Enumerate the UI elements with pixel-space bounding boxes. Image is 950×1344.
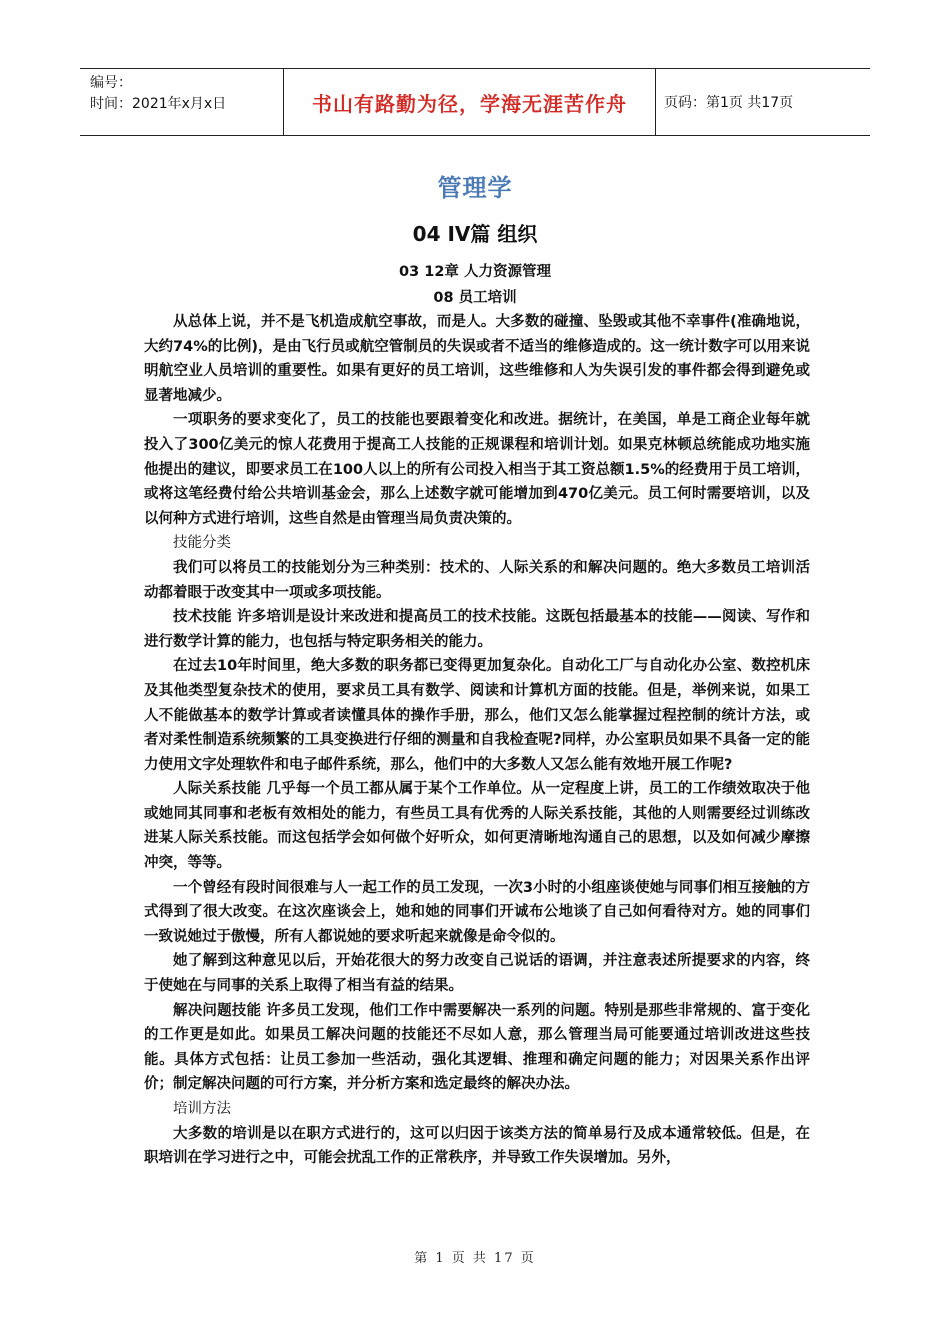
document-title: 管理学 <box>437 174 513 202</box>
paragraph: 我们可以将员工的技能划分为三种类别：技术的、人际关系的和解决问题的。绝大多数员工培训活动都着眼于改变其中一项或多项技能。 <box>144 559 810 601</box>
paragraph: 技术技能 许多培训是设计来改进和提高员工的技术技能。这既包括最基本的技能——阅读、写作和进行数学计算的能力，也包括与特定职务相关的能力。 <box>144 609 810 650</box>
paragraph: 在过去10年时间里，绝大多数的职务都已变得更加复杂化。自动化工厂与自动化办公室、数控机床及其他类型复杂技术的使用，要求员工具有数学、阅读和计算机方面的技能。但是，举例来说，如果工人不能做基本的数学计算或者读懂具体的操作手册，那么，他们又怎么能掌握过程控制的统计方法，或者对柔性制造系统频繁的工具变换进行仔细的测量和自我检查呢?同样，办公室职员如果不具备一定的能力使用文字处理软件和电子邮件系统，那么，他们中的大多数人又怎么能有效地开展工作呢? <box>144 658 810 773</box>
section-heading: 08 员工培训 <box>433 290 517 306</box>
document-body <box>144 310 810 1171</box>
header-page-cell <box>656 69 870 135</box>
part-heading: 04 IV篇 组织 <box>412 222 538 246</box>
paragraph: 大多数的培训是以在职方式进行的，这可以归因于该类方法的简单易行及成本通常较低。但是，在职培训在学习进行之中，可能会扰乱工作的正常秩序，并导致工作失误增加。另外， <box>144 1125 810 1167</box>
paragraph: 从总体上说，并不是飞机造成航空事故，而是人。大多数的碰撞、坠毁或其他不幸事件(准确地说，大约74%的比例)，是由飞行员或航空管制员的失误或者不适当的维修造成的。这一统计数字可以用来说明航空业人员培训的重要性。如果有更好的员工培训，这些维修和人为失误引发的事件都会得到避免或显著地减少。 <box>144 314 810 404</box>
paragraph: 一项职务的要求变化了，员工的技能也要跟着变化和改进。据统计，在美国，单是工商企业每年就投入了300亿美元的惊人花费用于提高工人技能的正规课程和培训计划。如果克林顿总统能成功地实施他提出的建议，即要求员工在100人以上的所有公司投入相当于其工资总额1.5%的经费用于员工培训，或将这笔经费付给公共培训基金会，那么上述数字就可能增加到470亿美元。员工何时需要培训，以及以何种方式进行培训，这些自然是由管理当局负责决策的。 <box>144 412 810 527</box>
paragraph: 解决问题技能 许多员工发现，他们工作中需要解决一系列的问题。特别是那些非常规的、富于变化的工作更是如此。如果员工解决问题的技能还不尽如人意，那么管理当局可能要通过培训改进这些技能。具体方式包括：让员工参加一些活动，强化其逻辑、推理和确定问题的能力；对因果关系作出评价；制定解决问题的可行方案，并分析方案和选定最终的解决办法。 <box>144 1002 810 1093</box>
header-motto: 书山有路勤为径，学海无涯苦作舟 <box>312 91 627 116</box>
header-motto-cell <box>284 69 656 135</box>
header-table <box>80 68 870 136</box>
header-page-info: 页码：第1页 共17页 <box>664 95 794 111</box>
chapter-heading: 03 12章 人力资源管理 <box>399 264 551 280</box>
paragraph: 她了解到这种意见以后，开始花很大的努力改变自己说话的语调，并注意表述所提要求的内容，终于使她在与同事的关系上取得了相当有益的结果。 <box>144 953 810 995</box>
document-date-label: 时间：2021年x月x日 <box>90 96 227 112</box>
document-number-label: 编号： <box>90 75 132 91</box>
paragraph: 一个曾经有段时间很难与人一起工作的员工发现，一次3小时的小组座谈使她与同事们相互接触的方式得到了很大改变。在这次座谈会上，她和她的同事们开诚布公地谈了自己如何看待对方。她的同事们一致说她过于傲慢，所有人都说她的要求听起来就像是命令似的。 <box>144 879 810 945</box>
paragraph: 人际关系技能 几乎每一个员工都从属于某个工作单位。从一定程度上讲，员工的工作绩效取决于他或她同其同事和老板有效相处的能力，有些员工具有优秀的人际关系技能，其他的人则需要经过训练改进某人际关系技能。而这包括学会如何做个好听众，如何更清晰地沟通自己的思想，以及如何减少摩擦冲突，等等。 <box>144 781 810 872</box>
header-meta-cell <box>80 69 284 135</box>
subheading-training-methods: 培训方法 <box>173 1101 231 1117</box>
page-footer: 第 1 页 共 17 页 <box>414 1251 536 1266</box>
subheading-skill-types: 技能分类 <box>173 535 231 552</box>
